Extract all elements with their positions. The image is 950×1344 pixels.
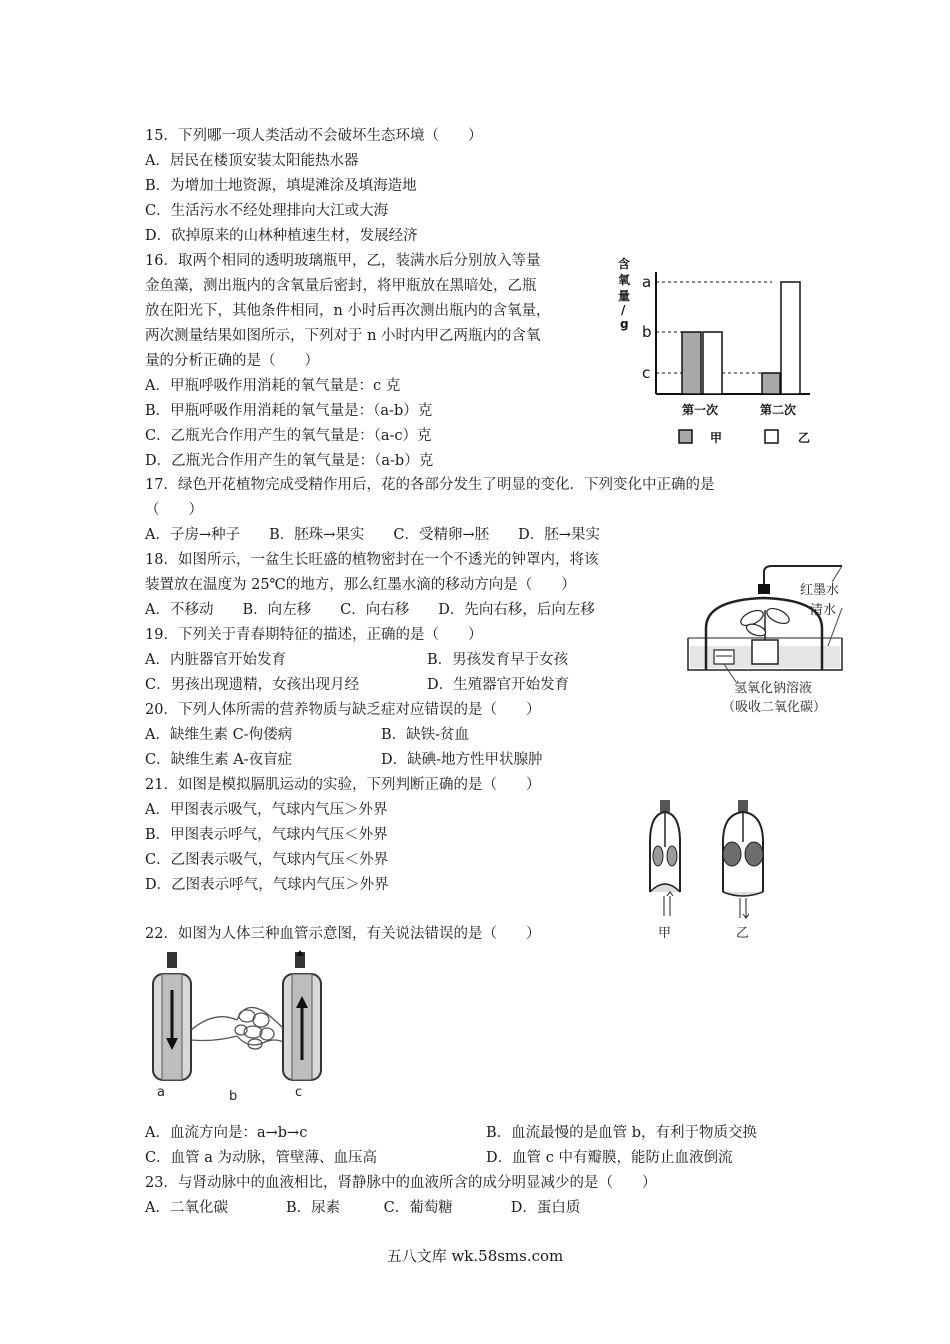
q22-option-d: D．血管 c 中有瓣膜，能防止血液倒流 bbox=[486, 1150, 733, 1166]
q19-option-c: C．男孩出现遗精，女孩出现月经 bbox=[145, 677, 360, 693]
oxygen-bar-chart bbox=[612, 252, 837, 452]
bar-round1-jia bbox=[682, 332, 701, 394]
q22-option-b: B．血流最慢的是血管 b，有利于物质交换 bbox=[486, 1125, 758, 1141]
chart-tick-a: a bbox=[642, 273, 652, 291]
bar-round1-yi bbox=[703, 332, 722, 394]
q16-option-d: D．乙瓶光合作用产生的氧气量是：（a-b）克 bbox=[145, 453, 434, 469]
vessel-c bbox=[283, 950, 321, 1080]
q18-stem-line2: 装置放在温度为 25℃的地方，那么红墨水滴的移动方向是（ ） bbox=[145, 577, 576, 593]
label-c: c bbox=[295, 1085, 303, 1100]
label-yi: 乙 bbox=[736, 926, 750, 941]
bar-round2-yi bbox=[781, 282, 800, 394]
q23-options: A．二氧化碳 B．尿素 C．葡萄糖 D．蛋白质 bbox=[145, 1200, 581, 1216]
q16-stem-line4: 两次测量结果如图所示，下列对于 n 小时内甲乙两瓶内的含氧 bbox=[145, 328, 541, 344]
q21-option-c: C．乙图表示吸气，气球内气压＜外界 bbox=[145, 852, 389, 868]
label-a: a bbox=[157, 1085, 165, 1100]
bar-round2-jia bbox=[762, 373, 780, 394]
legend-label-yi: 乙 bbox=[798, 431, 811, 445]
q21-option-b: B．甲图表示呼气，气球内气压＜外界 bbox=[145, 827, 388, 843]
q16-option-c: C．乙瓶光合作用产生的氧气量是：（a-c）克 bbox=[145, 428, 432, 444]
q16-option-b: B．甲瓶呼吸作用消耗的氧气量是：（a-b）克 bbox=[145, 403, 433, 419]
legend-swatch-jia bbox=[679, 430, 692, 443]
q21-stem: 21．如图是模拟膈肌运动的实验，下列判断正确的是（ ） bbox=[145, 777, 541, 793]
q20-option-b: B．缺铁-贫血 bbox=[381, 727, 470, 743]
naoh-beaker bbox=[714, 650, 734, 664]
jar-jia bbox=[650, 800, 680, 916]
q17-stem: 17．绿色开花植物完成受精作用后，花的各部分发生了明显的变化．下列变化中正确的是 bbox=[145, 477, 715, 493]
q21-option-d: D．乙图表示呼气，气球内气压＞外界 bbox=[145, 877, 389, 893]
q22-option-c: C．血管 a 为动脉，管壁薄、血压高 bbox=[145, 1150, 377, 1166]
q16-stem-line3: 放在阳光下，其他条件相同，n 小时后再次测出瓶内的含氧量， bbox=[145, 303, 551, 319]
label-naoh: 氢氧化钠溶液 bbox=[734, 681, 813, 696]
q19-option-a: A．内脏器官开始发育 bbox=[145, 652, 286, 668]
chart-ylabel-char: 量 bbox=[618, 289, 631, 303]
glass-tube bbox=[764, 566, 842, 584]
q16-stem-line2: 金鱼藻，测出瓶内的含氧量后密封，将甲瓶放在黑暗处，乙瓶 bbox=[145, 278, 537, 294]
chart-tick-c: c bbox=[642, 364, 651, 382]
q15-option-c: C．生活污水不经处理排向大江或大海 bbox=[145, 203, 389, 219]
chart-ylabel-char: 氧 bbox=[618, 273, 631, 287]
bell-jar-figure bbox=[682, 560, 850, 715]
q20-option-d: D．缺碘-地方性甲状腺肿 bbox=[381, 752, 543, 768]
plant-leaf bbox=[765, 605, 792, 626]
q20-stem: 20．下列人体所需的营养物质与缺乏症对应错误的是（ ） bbox=[145, 702, 541, 718]
vessel-a bbox=[153, 952, 191, 1080]
chart-group-label: 第一次 bbox=[682, 403, 719, 417]
plant-pot bbox=[752, 640, 778, 664]
q21-option-a: A．甲图表示吸气，气球内气压＞外界 bbox=[145, 802, 388, 818]
q18-stem-line1: 18．如图所示，一盆生长旺盛的植物密封在一个不透光的钟罩内，将该 bbox=[145, 552, 599, 568]
chart-ylabel-char: 含 bbox=[618, 257, 631, 271]
chart-group-label: 第二次 bbox=[760, 403, 797, 417]
ink-pointer bbox=[832, 566, 842, 582]
q22-option-a: A．血流方向是：a→b→c bbox=[145, 1125, 308, 1141]
page-footer: 五八文库 wk.58sms.com bbox=[386, 1247, 564, 1265]
capillary-network-b bbox=[191, 1008, 283, 1050]
jar-yi bbox=[723, 800, 763, 918]
chart-ylabel-char: g bbox=[620, 317, 629, 331]
q19-stem: 19．下列关于青春期特征的描述，正确的是（ ） bbox=[145, 627, 483, 643]
q16-stem-line5: 量的分析正确的是（ ） bbox=[145, 353, 319, 369]
chart-ylabel-char: / bbox=[621, 303, 626, 317]
q17-options: A．子房→种子 B．胚珠→果实 C．受精卵→胚 D．胚→果实 bbox=[145, 527, 600, 543]
blood-vessel-figure bbox=[145, 950, 360, 1105]
q22-stem: 22．如图为人体三种血管示意图，有关说法错误的是（ ） bbox=[145, 926, 541, 942]
q15-stem: 15．下列哪一项人类活动不会破坏生态环境（ ） bbox=[145, 128, 483, 144]
q17-paren: （ ） bbox=[145, 502, 203, 518]
legend-swatch-yi bbox=[765, 430, 778, 443]
label-b: b bbox=[229, 1089, 238, 1104]
q15-option-d: D．砍掉原来的山林种植速生材，发展经济 bbox=[145, 228, 418, 244]
label-red-ink: 红墨水 bbox=[800, 583, 840, 598]
q19-option-b: B．男孩发育早于女孩 bbox=[427, 652, 569, 668]
label-clear-water: 清水 bbox=[810, 603, 837, 618]
label-absorb-co2: （吸收二氧化碳） bbox=[722, 700, 827, 715]
chart-tick-b: b bbox=[642, 323, 652, 341]
q19-option-d: D．生殖器官开始发育 bbox=[427, 677, 570, 693]
label-jia: 甲 bbox=[658, 926, 672, 941]
legend-label-jia: 甲 bbox=[710, 431, 723, 445]
q15-option-a: A．居民在楼顶安装太阳能热水器 bbox=[145, 153, 359, 169]
jar-stopper bbox=[758, 584, 770, 594]
q23-stem: 23．与肾动脉中的血液相比，肾静脉中的血液所含的成分明显减少的是（ ） bbox=[145, 1175, 657, 1191]
q20-option-a: A．缺维生素 C-佝偻病 bbox=[145, 727, 293, 743]
q16-option-a: A．甲瓶呼吸作用消耗的氧气量是：c 克 bbox=[145, 378, 401, 394]
q20-option-c: C．缺维生素 A-夜盲症 bbox=[145, 752, 293, 768]
q15-option-b: B．为增加土地资源，填堤滩涂及填海造地 bbox=[145, 178, 417, 194]
q18-options: A．不移动 B．向左移 C．向右移 D．先向右移，后向左移 bbox=[145, 602, 595, 618]
diaphragm-model-figure bbox=[630, 792, 790, 944]
q16-stem-line1: 16．取两个相同的透明玻璃瓶甲，乙，装满水后分别放入等量 bbox=[145, 253, 541, 269]
plant-leaf bbox=[745, 622, 767, 638]
